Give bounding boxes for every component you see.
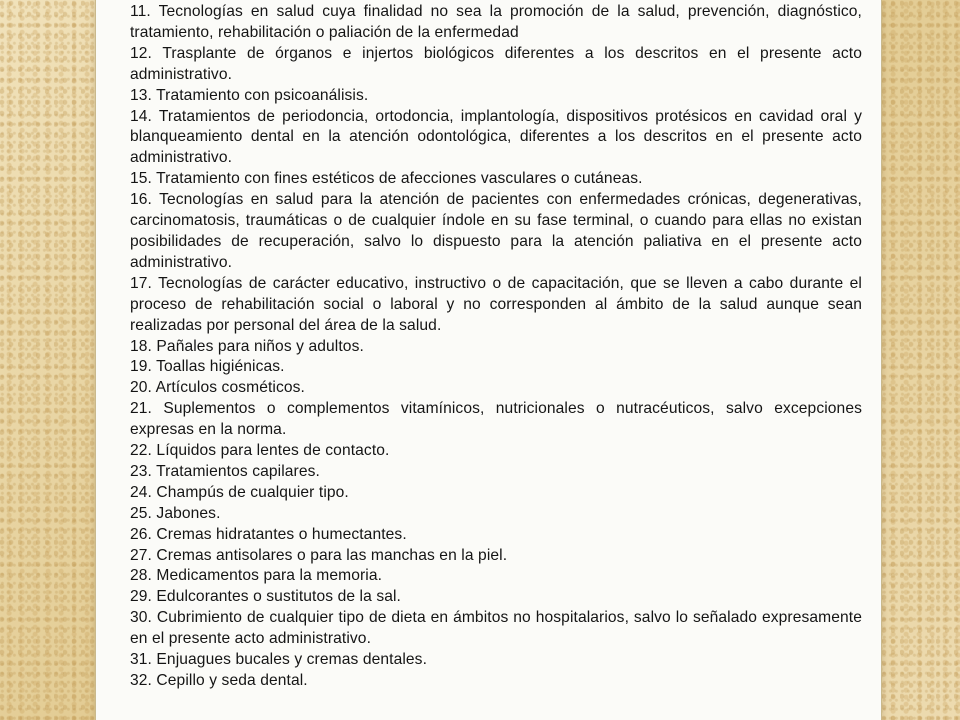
item-text: Tecnologías en salud para la atención de pacientes con enfermedades crónicas, degenerativas, carcinomatosis, traumáticas o de cualquier índole en su fase terminal, o cuando para ellas no existan posibilidades de recuperación, salvo lo dispuesto para la atención paliativa en el presente acto administrativo. [130,191,862,271]
list-item [130,2,862,44]
list-item [130,274,862,337]
item-text: Tecnologías de carácter educativo, instructivo o de capacitación, que se lleven a cabo durante el proceso de rehabilitación social o laboral y no corresponden al ámbito de la salud aunque sean realizadas por personal del área de la salud. [130,274,862,334]
item-number: 22. [130,442,152,460]
item-number: 18. [130,337,152,355]
item-number: 15. [130,170,152,188]
item-text: Medicamentos para la memoria. [156,567,383,585]
item-text: Tratamientos de periodoncia, ortodoncia, implantología, dispositivos protésicos en cavidad oral y blanqueamiento dental en la atención odontológica, diferentes a los descritos en el presente acto administrativo. [130,107,862,167]
list-item [130,546,862,567]
item-number: 30. [130,609,152,627]
item-text: Toallas higiénicas. [156,358,285,376]
list-item [130,399,862,441]
document-body [130,0,862,692]
item-text: Tecnologías en salud cuya finalidad no sea la promoción de la salud, prevención, diagnóstico, tratamiento, rehabilitación o paliación de la enfermedad [130,3,862,41]
item-number: 25. [130,504,152,522]
item-text: Pañales para niños y adultos. [156,337,364,355]
item-number: 27. [130,546,152,564]
list-item [130,44,862,86]
list-item [130,107,862,170]
list-item [130,671,862,692]
item-text: Champús de cualquier tipo. [156,483,349,501]
item-text: Enjuagues bucales y cremas dentales. [156,651,428,669]
item-number: 24. [130,483,152,501]
item-number: 11. [130,3,151,20]
list-item [130,566,862,587]
item-number: 16. [130,191,152,209]
item-text: Artículos cosméticos. [155,379,305,397]
list-item [130,169,862,190]
list-item [130,441,862,462]
list-item [130,587,862,608]
list-item [130,190,862,274]
item-number: 26. [130,525,152,543]
document-page [96,0,881,720]
item-text: Cepillo y seda dental. [156,672,308,689]
item-text: Edulcorantes o sustitutos de la sal. [156,588,401,606]
item-text: Tratamiento con psicoanálisis. [156,86,369,104]
item-text: Tratamiento con fines estéticos de afecciones vasculares o cutáneas. [156,170,643,188]
item-number: 23. [130,462,152,480]
item-number: 13. [130,86,152,104]
item-text: Trasplante de órganos e injertos biológicos diferentes a los descritos en el presente acto administrativo. [130,44,863,83]
list-item [130,483,862,504]
item-number: 12. [130,44,152,62]
item-text: Jabones. [156,504,221,522]
list-item [130,462,862,483]
item-number: 32. [130,672,152,689]
item-number: 19. [130,358,152,376]
list-item [130,86,862,107]
item-text: Líquidos para lentes de contacto. [156,442,390,460]
item-text: Cubrimiento de cualquier tipo de dieta en ámbitos no hospitalarios, salvo lo señalado expresamente en el presente acto administrativo. [130,609,862,648]
item-number: 20. [130,379,152,397]
list-item [130,337,862,358]
item-number: 21. [130,400,152,418]
list-item [130,378,862,399]
item-number: 17. [130,274,152,292]
item-number: 14. [130,107,152,125]
list-item [130,504,862,525]
item-text: Tratamientos capilares. [156,462,320,480]
list-item [130,608,862,650]
item-text: Cremas hidratantes o humectantes. [156,525,407,543]
list-item [130,357,862,378]
item-text: Suplementos o complementos vitamínicos, nutricionales o nutracéuticos, salvo excepciones expresas en la norma. [130,400,862,439]
list-item [130,650,862,671]
item-number: 28. [130,567,152,585]
list-item [130,525,862,546]
item-number: 29. [130,588,152,606]
item-text: Cremas antisolares o para las manchas en la piel. [156,546,508,564]
item-number: 31. [130,651,152,669]
